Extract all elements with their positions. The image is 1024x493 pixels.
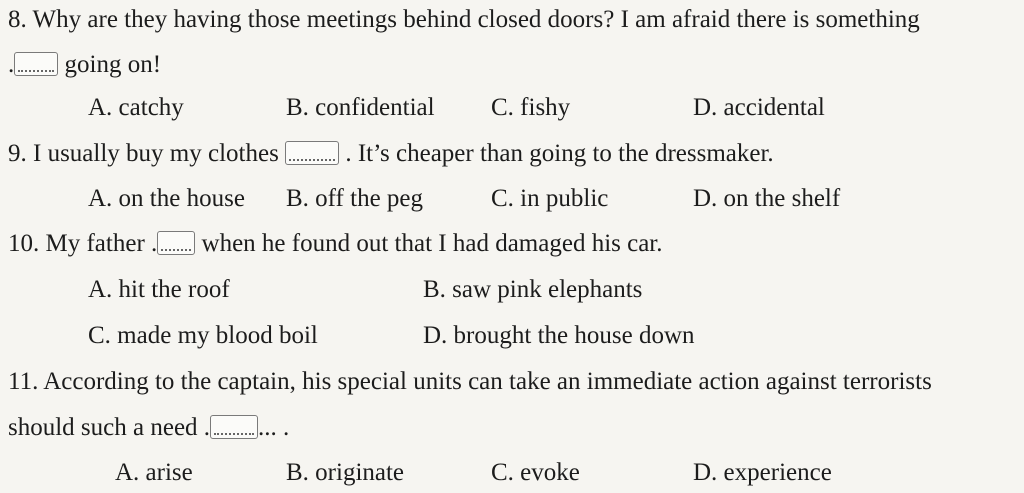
answer-blank-10[interactable] (157, 231, 195, 255)
answer-blank-11[interactable] (210, 415, 258, 439)
answer-blank-9[interactable] (285, 141, 339, 165)
option-10-a[interactable]: A. hit the roof (88, 276, 230, 303)
option-9-d[interactable]: D. on the shelf (693, 185, 841, 212)
option-11-a[interactable]: A. arise (115, 459, 193, 486)
question-10-prefix: 10. My father . (8, 230, 158, 257)
option-8-c[interactable]: C. fishy (491, 94, 571, 121)
option-8-d[interactable]: D. accidental (693, 94, 825, 121)
question-9-prefix: 9. I usually buy my clothes (8, 140, 286, 167)
question-8-prefix: . (8, 51, 15, 78)
question-11-suffix: ... . (258, 414, 290, 441)
question-8-suffix: going on! (58, 51, 162, 78)
option-8-b[interactable]: B. confidential (286, 94, 435, 121)
question-11-prefix: should such a need . (8, 414, 211, 441)
option-11-c[interactable]: C. evoke (491, 459, 580, 486)
option-9-c[interactable]: C. in public (491, 185, 609, 212)
question-10-suffix: when he found out that I had damaged his car. (195, 230, 663, 257)
question-11-line-2 (8, 413, 289, 443)
question-10-line (8, 229, 663, 259)
option-9-a[interactable]: A. on the house (88, 185, 245, 212)
question-9-suffix: . It’s cheaper than going to the dressmaker. (339, 140, 774, 167)
option-8-a[interactable]: A. catchy (88, 94, 184, 121)
answer-blank-8[interactable] (14, 52, 58, 76)
question-8-line-1: 8. Why are they having those meetings behind closed doors? I am afraid there is something (8, 6, 920, 33)
question-8-line-2 (8, 50, 161, 80)
option-11-b[interactable]: B. originate (286, 459, 405, 486)
option-10-b[interactable]: B. saw pink elephants (423, 276, 643, 303)
question-11-line-1: 11. According to the captain, his special units can take an immediate action against terrorists (8, 368, 932, 395)
option-9-b[interactable]: B. off the peg (286, 185, 424, 212)
option-10-c[interactable]: C. made my blood boil (88, 322, 318, 349)
option-10-d[interactable]: D. brought the house down (423, 322, 695, 349)
option-11-d[interactable]: D. experience (693, 459, 832, 486)
question-9-line (8, 139, 774, 169)
